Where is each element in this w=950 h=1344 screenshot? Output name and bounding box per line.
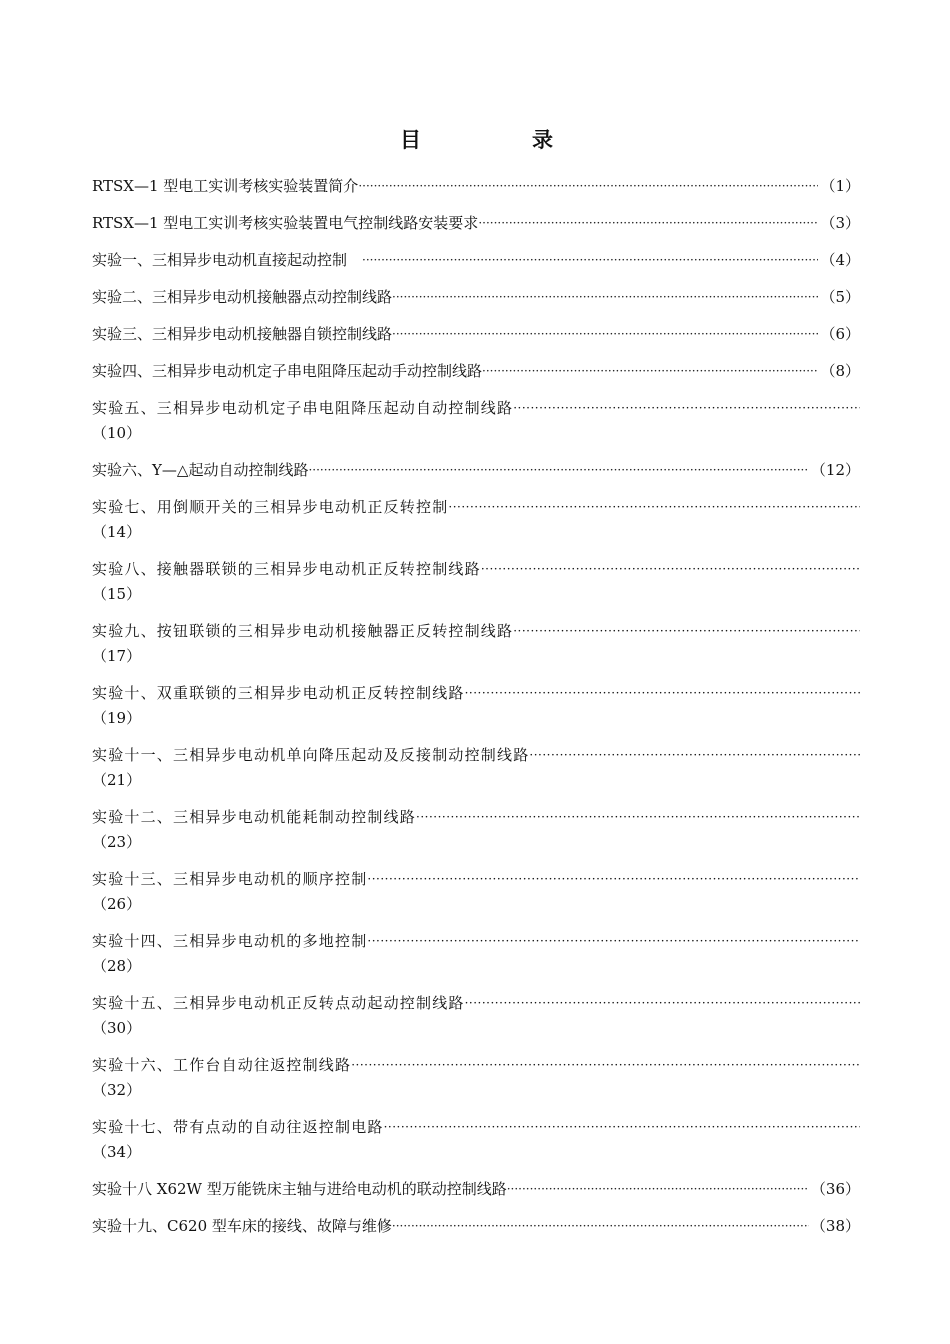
toc-entry[interactable] bbox=[92, 619, 860, 669]
toc-page-number: （30） bbox=[92, 1019, 142, 1037]
toc-leader-dots bbox=[507, 1177, 809, 1202]
toc-page-number: （8） bbox=[820, 362, 860, 380]
toc-leader-dots bbox=[362, 248, 818, 273]
toc-entry-label: 实验十五、三相异步电动机正反转点动起动控制线路 bbox=[92, 994, 465, 1012]
toc-entry[interactable] bbox=[92, 867, 860, 917]
toc-leader-dots bbox=[482, 359, 818, 384]
toc-entry-label: 实验五、三相异步电动机定子串电阻降压起动自动控制线路 bbox=[92, 399, 514, 417]
toc-page-number: （32） bbox=[92, 1081, 142, 1099]
toc-page-number: （10） bbox=[92, 424, 142, 442]
toc-leader-dots bbox=[367, 929, 860, 954]
toc-entry-label: 实验十、双重联锁的三相异步电动机正反转控制线路 bbox=[92, 684, 465, 702]
toc-page-number: （17） bbox=[92, 647, 142, 665]
toc-leader-dots bbox=[513, 619, 860, 644]
toc-page-number: （6） bbox=[820, 325, 860, 343]
toc-entry-label: 实验四、三相异步电动机定子串电阻降压起动手动控制线路 bbox=[92, 362, 483, 380]
toc-leader-dots bbox=[351, 1053, 860, 1078]
toc-leader-dots bbox=[367, 867, 860, 892]
toc-entry[interactable] bbox=[92, 359, 860, 384]
toc-leader-dots bbox=[308, 458, 808, 483]
toc-entry-label: RTSX—1 型电工实训考核实验装置简介 bbox=[92, 177, 359, 195]
toc-entry[interactable] bbox=[92, 929, 860, 979]
toc-entry[interactable] bbox=[92, 396, 860, 446]
toc-entry-label: 实验九、按钮联锁的三相异步电动机接触器正反转控制线路 bbox=[92, 622, 514, 640]
toc-entry[interactable] bbox=[92, 805, 860, 855]
toc-entry-label: 实验十一、三相异步电动机单向降压起动及反接制动控制线路 bbox=[92, 746, 530, 764]
title-char-2: 录 bbox=[532, 127, 553, 152]
toc-page-number: （3） bbox=[820, 214, 860, 232]
toc-entry[interactable] bbox=[92, 1115, 860, 1165]
toc-leader-dots bbox=[465, 991, 860, 1016]
toc-entry-label: 实验十九、C620 型车床的接线、故障与维修 bbox=[92, 1217, 392, 1235]
toc-leader-dots bbox=[481, 557, 860, 582]
toc-page-number: （5） bbox=[820, 288, 860, 306]
toc-page-number: （14） bbox=[92, 523, 142, 541]
toc-entry-label: 实验七、用倒顺开关的三相异步电动机正反转控制 bbox=[92, 498, 449, 516]
toc-leader-dots bbox=[465, 681, 860, 706]
toc-leader-dots bbox=[392, 322, 818, 347]
toc-entry-label: 实验八、接触器联锁的三相异步电动机正反转控制线路 bbox=[92, 560, 481, 578]
toc-entry-label: RTSX—1 型电工实训考核实验装置电气控制线路安装要求 bbox=[92, 214, 479, 232]
toc-entry-label: 实验六、Y—△起动自动控制线路 bbox=[92, 461, 309, 479]
toc-page-number: （28） bbox=[92, 957, 142, 975]
toc-entry[interactable] bbox=[92, 285, 860, 310]
toc-page-number: （21） bbox=[92, 771, 142, 789]
toc-entry-label: 实验十八 X62W 型万能铣床主轴与进给电动机的联动控制线路 bbox=[92, 1180, 507, 1198]
toc-page-number: （1） bbox=[820, 177, 860, 195]
toc-entry[interactable] bbox=[92, 681, 860, 731]
toc-entry-label: 实验二、三相异步电动机接触器点动控制线路 bbox=[92, 288, 393, 306]
toc-leader-dots bbox=[392, 1214, 809, 1239]
toc-leader-dots bbox=[513, 396, 860, 421]
toc-page-number: （26） bbox=[92, 895, 142, 913]
toc-entry[interactable] bbox=[92, 1214, 860, 1239]
toc-entry[interactable] bbox=[92, 248, 860, 273]
toc-leader-dots bbox=[529, 743, 860, 768]
toc-entry[interactable] bbox=[92, 174, 860, 199]
page-title bbox=[0, 124, 950, 154]
toc-page-number: （34） bbox=[92, 1143, 142, 1161]
title-char-1: 目 bbox=[400, 127, 421, 152]
toc-page-number: （36） bbox=[810, 1180, 860, 1198]
toc-entry[interactable] bbox=[92, 458, 860, 483]
toc-page-number: （4） bbox=[820, 251, 860, 269]
toc-entry-label: 实验十四、三相异步电动机的多地控制 bbox=[92, 932, 368, 950]
toc-entry[interactable] bbox=[92, 211, 860, 236]
toc-leader-dots bbox=[448, 495, 860, 520]
toc-entry-label: 实验十二、三相异步电动机能耗制动控制线路 bbox=[92, 808, 417, 826]
toc-entry[interactable] bbox=[92, 557, 860, 607]
toc-leader-dots bbox=[478, 211, 818, 236]
toc-leader-dots bbox=[384, 1115, 860, 1140]
toc-entry-label: 实验十六、工作台自动往返控制线路 bbox=[92, 1056, 352, 1074]
toc-entry[interactable] bbox=[92, 743, 860, 793]
toc-entry[interactable] bbox=[92, 322, 860, 347]
toc-entry-label: 实验十七、带有点动的自动往返控制电路 bbox=[92, 1118, 384, 1136]
toc-entry[interactable] bbox=[92, 495, 860, 545]
toc-entry-label: 实验十三、三相异步电动机的顺序控制 bbox=[92, 870, 368, 888]
toc-page-number: （15） bbox=[92, 585, 142, 603]
toc-page-number: （23） bbox=[92, 833, 142, 851]
table-of-contents bbox=[92, 174, 860, 1251]
toc-entry[interactable] bbox=[92, 991, 860, 1041]
toc-leader-dots bbox=[416, 805, 860, 830]
toc-entry[interactable] bbox=[92, 1177, 860, 1202]
toc-entry[interactable] bbox=[92, 1053, 860, 1103]
toc-page-number: （12） bbox=[810, 461, 860, 479]
toc-leader-dots bbox=[392, 285, 818, 310]
toc-page-number: （19） bbox=[92, 709, 142, 727]
toc-entry-label: 实验一、三相异步电动机直接起动控制 bbox=[92, 251, 363, 269]
toc-leader-dots bbox=[358, 174, 818, 199]
toc-page-number: （38） bbox=[810, 1217, 860, 1235]
toc-entry-label: 实验三、三相异步电动机接触器自锁控制线路 bbox=[92, 325, 393, 343]
